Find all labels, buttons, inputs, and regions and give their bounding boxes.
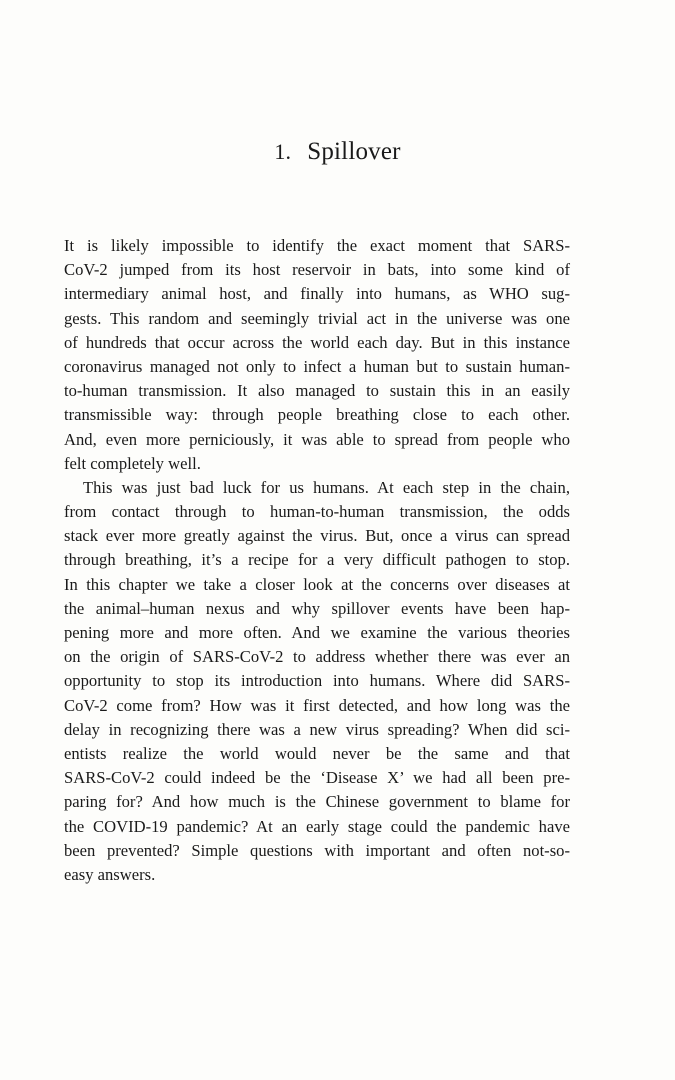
text-line: In this chapter we take a closer look at the concerns over diseases at xyxy=(64,574,570,594)
text-line: And, even more perniciously, it was able to spread from people who xyxy=(64,429,570,449)
text-line: opportunity to stop its introduction into humans. Where did SARS- xyxy=(64,671,570,691)
paragraph-2 xyxy=(64,476,570,887)
text-line: paring for? And how much is the Chinese government to blame for xyxy=(64,792,570,812)
text-line: of hundreds that occur across the world each day. But in this instance xyxy=(64,332,570,352)
text-line: felt completely well. xyxy=(64,453,201,473)
text-line: delay in recognizing there was a new virus spreading? When did sci- xyxy=(64,719,570,739)
text-line: from contact through to human-to-human transmission, the odds xyxy=(64,502,570,522)
text-line: CoV-2 come from? How was it first detected, and how long was the xyxy=(64,695,570,715)
chapter-heading xyxy=(0,138,675,166)
text-line: intermediary animal host, and finally into humans, as WHO sug- xyxy=(64,284,570,304)
text-line: stack ever more greatly against the virus. But, once a virus can spread xyxy=(64,526,570,546)
text-line: This was just bad luck for us humans. At each step in the chain, xyxy=(83,477,570,497)
text-line: CoV-2 jumped from its host reservoir in bats, into some kind of xyxy=(64,260,570,280)
text-line: It is likely impossible to identify the exact moment that SARS- xyxy=(64,236,570,255)
text-line: the animal–human nexus and why spillover events have been hap- xyxy=(64,598,570,618)
text-line: been prevented? Simple questions with important and often not-so- xyxy=(64,840,570,860)
text-line: on the origin of SARS-CoV-2 to address whether there was ever an xyxy=(64,647,570,667)
text-line: to-human transmission. It also managed to sustain this in an easily xyxy=(64,381,570,401)
text-line: easy answers. xyxy=(64,864,156,884)
text-line: gests. This random and seemingly trivial act in the universe was one xyxy=(64,308,570,328)
text-line: SARS-CoV-2 could indeed be the ‘Disease X’ we had all been pre- xyxy=(64,768,570,788)
body-text xyxy=(64,234,570,887)
chapter-title: Spillover xyxy=(307,138,401,165)
text-line: through breathing, it’s a recipe for a very difficult pathogen to stop. xyxy=(64,550,570,570)
chapter-number: 1. xyxy=(274,139,292,164)
text-line: the COVID-19 pandemic? At an early stage could the pandemic have xyxy=(64,816,570,836)
text-line: transmissible way: through people breathing close to each other. xyxy=(64,405,570,425)
text-line: entists realize the world would never be the same and that xyxy=(64,743,570,763)
text-line: coronavirus managed not only to infect a human but to sustain human- xyxy=(64,356,570,376)
paragraph-1 xyxy=(64,234,570,476)
text-line: pening more and more often. And we examine the various theories xyxy=(64,623,570,642)
